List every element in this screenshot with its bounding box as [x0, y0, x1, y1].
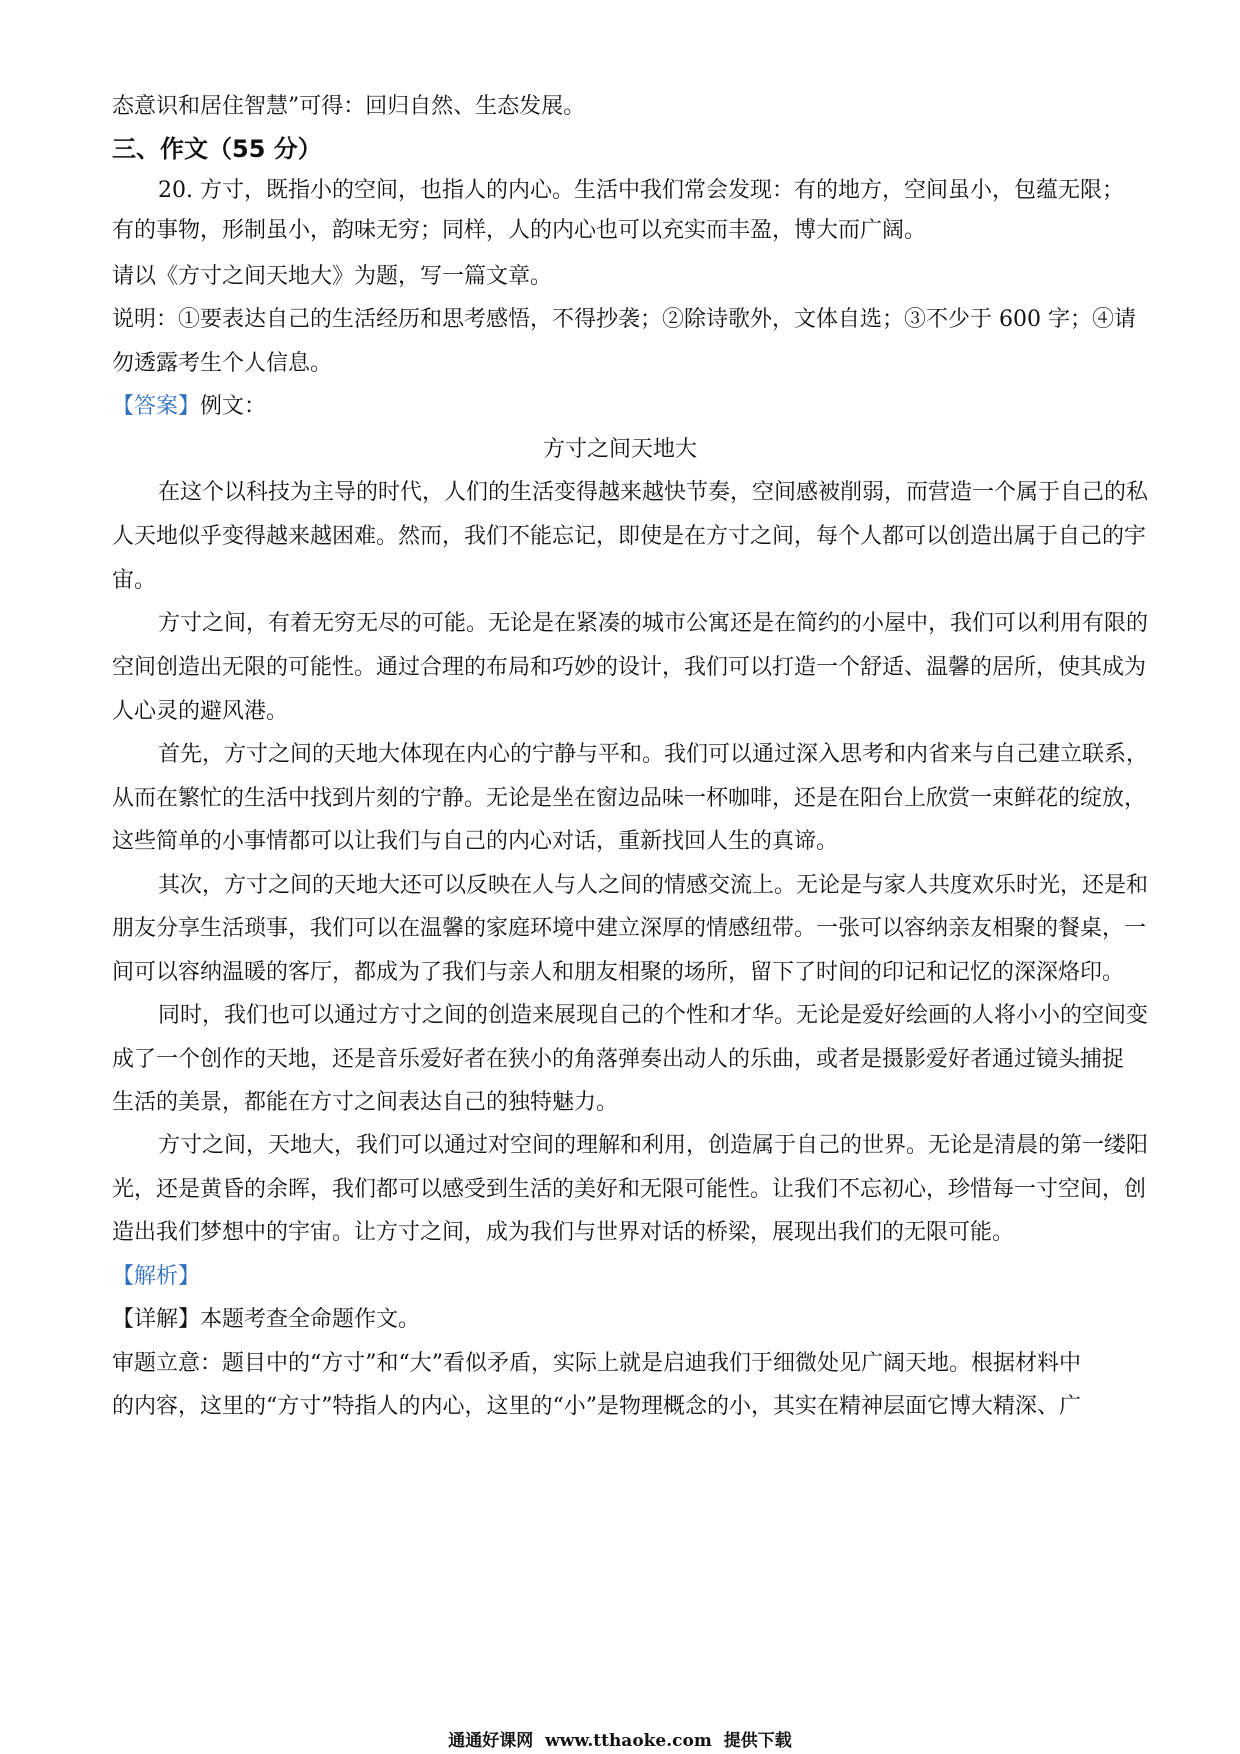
essay-line: 从而在繁忙的生活中找到片刻的宁静。无论是坐在窗边品味一杯咖啡，还是在阳台上欣赏一束鲜花的绽放， [112, 786, 1147, 811]
question-text-line: 20. 方寸，既指小的空间，也指人的内心。生活中我们常会发现：有的地方，空间虽小，包蕴无限； [158, 178, 1124, 203]
essay-line: 光，还是黄昏的余晖，我们都可以感受到生活的美好和无限可能性。让我们不忘初心，珍惜每一寸空间，创 [112, 1177, 1147, 1202]
previous-answer-tail: 态意识和居住智慧”可得：回归自然、生态发展。 [112, 94, 586, 119]
footer-url[interactable]: www.tthaoke.com [545, 1731, 712, 1751]
footer-site-name: 通通好课网 [448, 1731, 534, 1751]
analysis-review-line: 审题立意：题目中的“方寸”和“大”看似矛盾，实际上就是启迪我们于细微处见广阔天地。根据材料中 [112, 1351, 1081, 1376]
page-footer [0, 1726, 1240, 1751]
essay-line: 空间创造出无限的可能性。通过合理的布局和巧妙的设计，我们可以打造一个舒适、温馨的居所，使其成为 [112, 655, 1147, 680]
section-heading: 三、作文（55 分） [112, 135, 322, 163]
question-instruction: 请以《方寸之间天地大》为题，写一篇文章。 [112, 264, 553, 289]
essay-line: 生活的美景，都能在方寸之间表达自己的独特魅力。 [112, 1090, 619, 1115]
analysis-review-line: 的内容，这里的“方寸”特指人的内心，这里的“小”是物理概念的小，其实在精神层面它博大精深、广 [112, 1394, 1081, 1419]
essay-line: 朋友分享生活琐事，我们可以在温馨的家庭环境中建立深厚的情感纽带。一张可以容纳亲友相聚的餐桌，一 [112, 916, 1147, 941]
essay-line: 其次，方寸之间的天地大还可以反映在人与人之间的情感交流上。无论是与家人共度欢乐时光，还是和 [158, 873, 1149, 898]
essay-line: 人心灵的避风港。 [112, 699, 289, 724]
analysis-detail: 【详解】本题考查全命题作文。 [112, 1307, 421, 1332]
answer-tag: 【答案】 [112, 394, 201, 419]
essay-line: 方寸之间，天地大，我们可以通过对空间的理解和利用，创造属于自己的世界。无论是清晨的第一缕阳 [158, 1133, 1149, 1158]
question-note-line: 说明：①要表达自己的生活经历和思考感悟，不得抄袭；②除诗歌外，文体自选；③不少于 600 字；④请 [112, 307, 1136, 332]
essay-line: 同时，我们也可以通过方寸之间的创造来展现自己的个性和才华。无论是爱好绘画的人将小小的空间变 [158, 1003, 1149, 1028]
essay-line: 这些简单的小事情都可以让我们与自己的内心对话，重新找回人生的真谛。 [112, 829, 839, 854]
essay-line: 造出我们梦想中的宇宙。让方寸之间，成为我们与世界对话的桥梁，展现出我们的无限可能。 [112, 1220, 1015, 1245]
essay-line: 成了一个创作的天地，还是音乐爱好者在狭小的角落弹奏出动人的乐曲，或者是摄影爱好者通过镜头捕捉 [112, 1047, 1125, 1072]
essay-line: 首先，方寸之间的天地大体现在内心的宁静与平和。我们可以通过深入思考和内省来与自己建立联系， [158, 742, 1149, 767]
essay-line: 人天地似乎变得越来越困难。然而，我们不能忘记，即使是在方寸之间，每个人都可以创造出属于自己的宇 [112, 524, 1147, 549]
question-text-line: 有的事物，形制虽小，韵味无穷；同样，人的内心也可以充实而丰盈，博大而广阔。 [112, 218, 927, 243]
essay-line: 宙。 [112, 568, 157, 593]
footer-download-text: 提供下载 [723, 1731, 792, 1751]
essay-line: 间可以容纳温暖的客厅，都成为了我们与亲人和朋友相聚的场所，留下了时间的印记和记忆的深深烙印。 [112, 960, 1125, 985]
essay-line: 方寸之间，有着无穷无尽的可能。无论是在紧凑的城市公寓还是在简约的小屋中，我们可以利用有限的 [158, 611, 1149, 636]
answer-label-line [112, 392, 1130, 422]
analysis-tag: 【解析】 [112, 1264, 201, 1289]
essay-line: 在这个以科技为主导的时代，人们的生活变得越来越快节奏，空间感被削弱，而营造一个属于自己的私 [158, 480, 1149, 505]
answer-lead: 例文： [200, 394, 267, 419]
essay-title: 方寸之间天地大 [542, 437, 697, 462]
question-note-line: 勿透露考生个人信息。 [112, 351, 333, 376]
